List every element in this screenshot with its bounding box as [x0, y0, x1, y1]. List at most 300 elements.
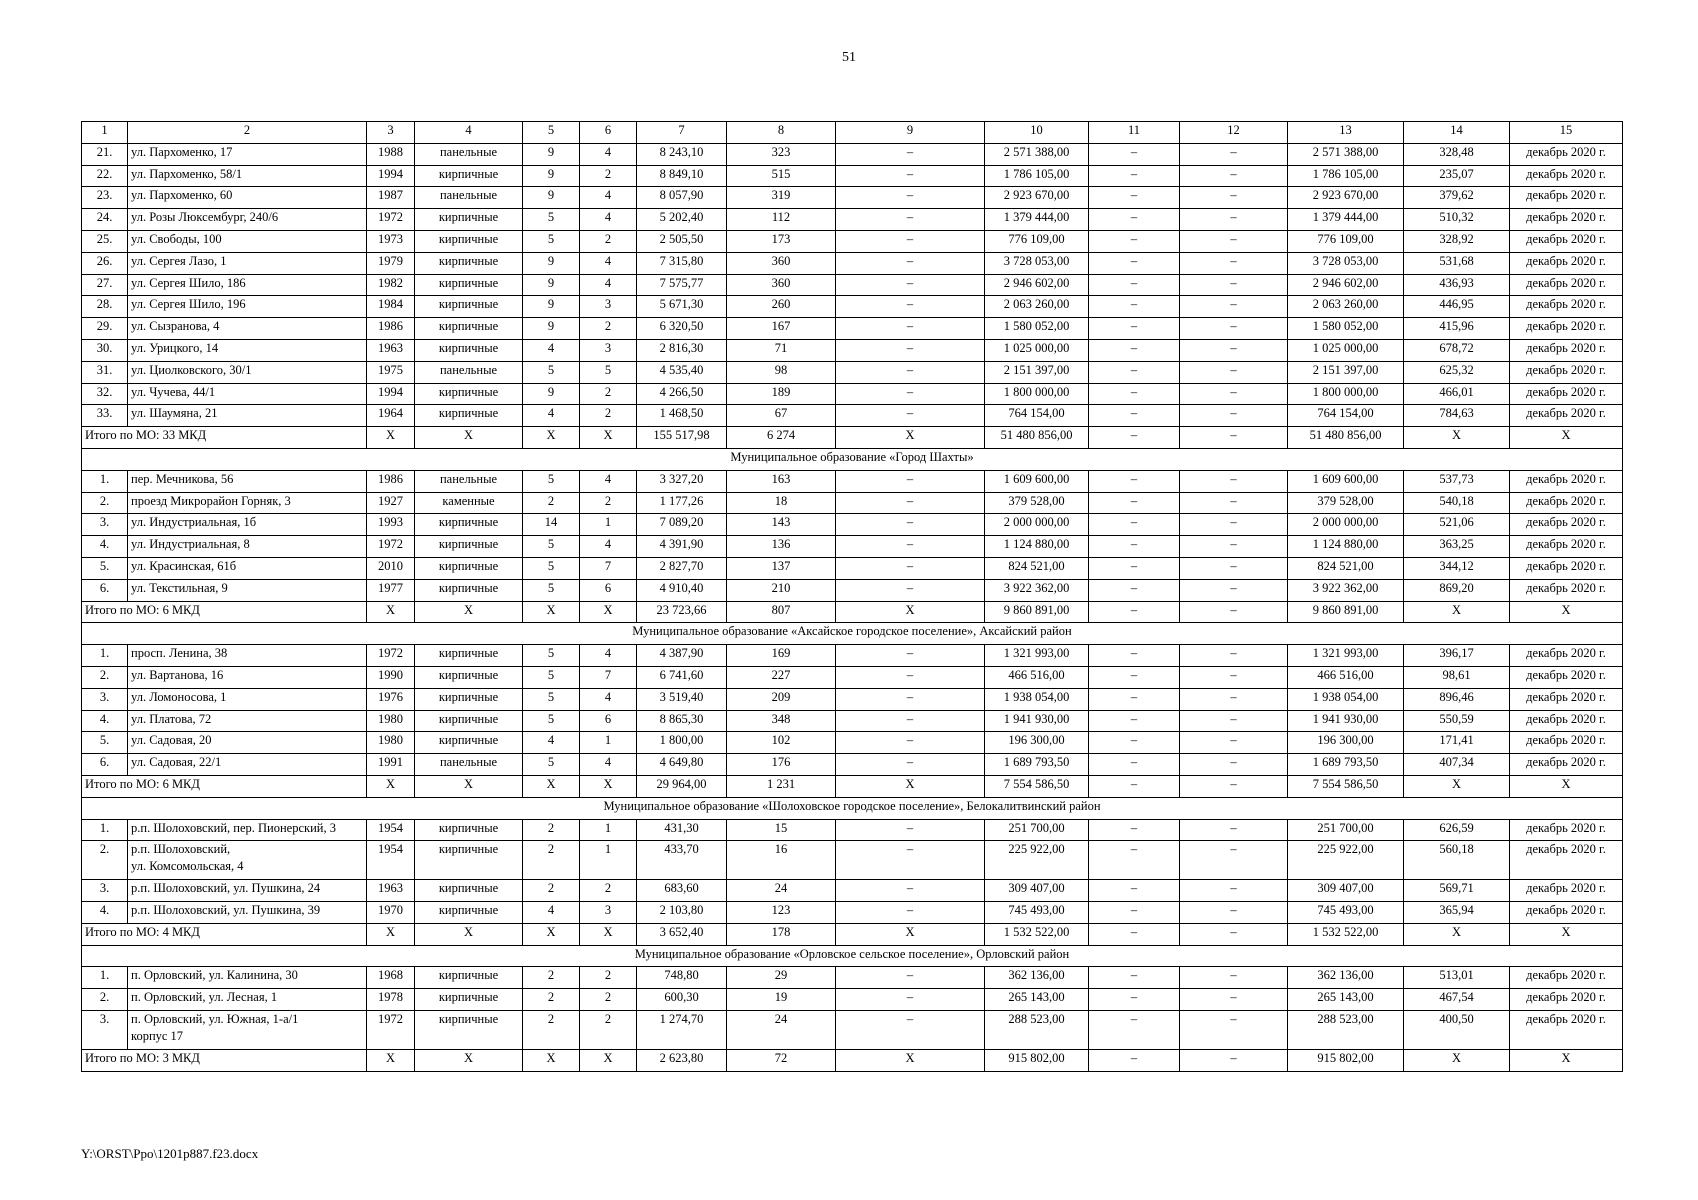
floors-cell: 4: [523, 339, 580, 361]
col11-cell: –: [1089, 880, 1180, 902]
floors-cell: 5: [523, 230, 580, 252]
total-area-cell: 4 391,90: [637, 536, 727, 558]
row-number-cell: 6.: [82, 579, 128, 601]
total-area-cell: 431,30: [637, 819, 727, 841]
deadline-cell: декабрь 2020 г.: [1510, 880, 1623, 902]
total-cost-cell: 764 154,00: [1288, 405, 1404, 427]
cost-cell: 1 938 054,00: [985, 688, 1089, 710]
cost-cell: 1 689 793,50: [985, 754, 1089, 776]
deadline-cell: декабрь 2020 г.: [1510, 296, 1623, 318]
col12-cell: –: [1180, 688, 1288, 710]
total-area-cell: 8 865,30: [637, 710, 727, 732]
residents-cell: 210: [727, 579, 836, 601]
col12-cell: –: [1180, 405, 1288, 427]
col9-cell: –: [836, 274, 985, 296]
deadline-cell: декабрь 2020 г.: [1510, 383, 1623, 405]
col9-cell: –: [836, 296, 985, 318]
total-label: Итого по МО: 33 МКД: [82, 427, 367, 449]
cost-cell: 745 493,00: [985, 902, 1089, 924]
floors-cell: 4: [523, 732, 580, 754]
cost-cell: 1 025 000,00: [985, 339, 1089, 361]
col9-cell: –: [836, 754, 985, 776]
section-title: Муниципальное образование «Город Шахты»: [82, 448, 1623, 470]
row-number-cell: 3.: [82, 1011, 128, 1050]
floors-cell: 5: [523, 710, 580, 732]
col9-cell: –: [836, 318, 985, 340]
total-area-cell: 2 816,30: [637, 339, 727, 361]
unit-cost-cell: X: [1404, 427, 1510, 449]
col9-cell: –: [836, 361, 985, 383]
floors-cell: 2: [523, 989, 580, 1011]
column-number-header: 11: [1089, 122, 1180, 144]
entrances-cell: 2: [580, 492, 637, 514]
row-number-cell: 23.: [82, 187, 128, 209]
row-number-cell: 28.: [82, 296, 128, 318]
total-area-cell: 3 519,40: [637, 688, 727, 710]
total-area-cell: 2 623,80: [637, 1050, 727, 1072]
entrances-cell: 4: [580, 187, 637, 209]
unit-cost-cell: 896,46: [1404, 688, 1510, 710]
table-row: [82, 230, 1623, 252]
col11-cell: –: [1089, 775, 1180, 797]
col9-cell: –: [836, 989, 985, 1011]
address-cell: ул. Индустриальная, 8: [128, 536, 367, 558]
entrances-cell: 2: [580, 318, 637, 340]
total-area-cell: 2 505,50: [637, 230, 727, 252]
section-row: [82, 448, 1623, 470]
floors-cell: 2: [523, 1011, 580, 1050]
year-built-cell: 1963: [367, 880, 415, 902]
row-number-cell: 1.: [82, 470, 128, 492]
column-number-header: 13: [1288, 122, 1404, 144]
year-built-cell: 1972: [367, 1011, 415, 1050]
row-number-cell: 5.: [82, 732, 128, 754]
year-built-cell: 1986: [367, 470, 415, 492]
year-built-cell: 1994: [367, 383, 415, 405]
total-area-cell: 433,70: [637, 841, 727, 880]
table-row: [82, 492, 1623, 514]
deadline-cell: декабрь 2020 г.: [1510, 187, 1623, 209]
total-area-cell: 6 741,60: [637, 666, 727, 688]
col11-cell: –: [1089, 296, 1180, 318]
unit-cost-cell: 400,50: [1404, 1011, 1510, 1050]
cost-cell: 1 532 522,00: [985, 923, 1089, 945]
year-built-cell: 1993: [367, 514, 415, 536]
deadline-cell: декабрь 2020 г.: [1510, 841, 1623, 880]
entrances-cell: 6: [580, 579, 637, 601]
unit-cost-cell: 363,25: [1404, 536, 1510, 558]
total-cost-cell: 225 922,00: [1288, 841, 1404, 880]
address-cell: ул. Пархоменко, 58/1: [128, 165, 367, 187]
cost-cell: 251 700,00: [985, 819, 1089, 841]
cost-cell: 379 528,00: [985, 492, 1089, 514]
unit-cost-cell: 396,17: [1404, 645, 1510, 667]
cost-cell: 1 941 930,00: [985, 710, 1089, 732]
column-number-header: 8: [727, 122, 836, 144]
entrances-cell: 2: [580, 383, 637, 405]
col12-cell: –: [1180, 187, 1288, 209]
wall-material-cell: каменные: [415, 492, 523, 514]
section-title: Муниципальное образование «Аксайское городское поселение», Аксайский район: [82, 623, 1623, 645]
total-area-cell: 2 827,70: [637, 557, 727, 579]
wall-material-cell: X: [415, 601, 523, 623]
section-row: [82, 623, 1623, 645]
wall-material-cell: кирпичные: [415, 819, 523, 841]
deadline-cell: декабрь 2020 г.: [1510, 470, 1623, 492]
residents-cell: 72: [727, 1050, 836, 1072]
cost-cell: 265 143,00: [985, 989, 1089, 1011]
col12-cell: –: [1180, 645, 1288, 667]
unit-cost-cell: 328,92: [1404, 230, 1510, 252]
address-cell: [128, 1011, 367, 1050]
total-cost-cell: 1 609 600,00: [1288, 470, 1404, 492]
unit-cost-cell: 98,61: [1404, 666, 1510, 688]
table-row: [82, 470, 1623, 492]
total-area-cell: 7 089,20: [637, 514, 727, 536]
total-cost-cell: 288 523,00: [1288, 1011, 1404, 1050]
year-built-cell: X: [367, 775, 415, 797]
col12-cell: –: [1180, 732, 1288, 754]
deadline-cell: декабрь 2020 г.: [1510, 557, 1623, 579]
row-number-cell: 2.: [82, 666, 128, 688]
address-line-2: ул. Комсомольская, 4: [131, 859, 244, 874]
total-cost-cell: 1 941 930,00: [1288, 710, 1404, 732]
residents-cell: 227: [727, 666, 836, 688]
row-number-cell: 2.: [82, 841, 128, 880]
unit-cost-cell: 513,01: [1404, 967, 1510, 989]
col9-cell: –: [836, 492, 985, 514]
total-cost-cell: 466 516,00: [1288, 666, 1404, 688]
row-number-cell: 30.: [82, 339, 128, 361]
year-built-cell: 1990: [367, 666, 415, 688]
wall-material-cell: кирпичные: [415, 274, 523, 296]
row-number-cell: 21.: [82, 143, 128, 165]
floors-cell: 2: [523, 841, 580, 880]
unit-cost-cell: 436,93: [1404, 274, 1510, 296]
section-row: [82, 797, 1623, 819]
col9-cell: X: [836, 775, 985, 797]
residents-cell: 176: [727, 754, 836, 776]
table-row: [82, 252, 1623, 274]
col11-cell: –: [1089, 923, 1180, 945]
wall-material-cell: кирпичные: [415, 252, 523, 274]
floors-cell: 2: [523, 819, 580, 841]
total-row: [82, 923, 1623, 945]
col11-cell: –: [1089, 252, 1180, 274]
unit-cost-cell: 344,12: [1404, 557, 1510, 579]
row-number-cell: 31.: [82, 361, 128, 383]
row-number-cell: 3.: [82, 514, 128, 536]
residents-cell: 24: [727, 880, 836, 902]
wall-material-cell: кирпичные: [415, 296, 523, 318]
column-number-header: 10: [985, 122, 1089, 144]
col12-cell: –: [1180, 754, 1288, 776]
address-cell: р.п. Шолоховский, ул. Пушкина, 39: [128, 902, 367, 924]
unit-cost-cell: 550,59: [1404, 710, 1510, 732]
total-cost-cell: 7 554 586,50: [1288, 775, 1404, 797]
unit-cost-cell: 531,68: [1404, 252, 1510, 274]
col11-cell: –: [1089, 557, 1180, 579]
total-area-cell: 3 652,40: [637, 923, 727, 945]
col12-cell: –: [1180, 923, 1288, 945]
total-area-cell: 8 243,10: [637, 143, 727, 165]
deadline-cell: декабрь 2020 г.: [1510, 318, 1623, 340]
floors-cell: 9: [523, 187, 580, 209]
deadline-cell: X: [1510, 775, 1623, 797]
entrances-cell: 3: [580, 902, 637, 924]
total-cost-cell: 824 521,00: [1288, 557, 1404, 579]
row-number-cell: 6.: [82, 754, 128, 776]
col12-cell: –: [1180, 841, 1288, 880]
table-row: [82, 841, 1623, 880]
col9-cell: –: [836, 732, 985, 754]
table-row: [82, 1011, 1623, 1050]
wall-material-cell: кирпичные: [415, 710, 523, 732]
col9-cell: –: [836, 557, 985, 579]
entrances-cell: 2: [580, 165, 637, 187]
residents-cell: 18: [727, 492, 836, 514]
col11-cell: –: [1089, 1011, 1180, 1050]
residents-cell: 260: [727, 296, 836, 318]
cost-cell: 2 571 388,00: [985, 143, 1089, 165]
entrances-cell: 4: [580, 645, 637, 667]
year-built-cell: 1975: [367, 361, 415, 383]
deadline-cell: декабрь 2020 г.: [1510, 230, 1623, 252]
total-area-cell: 4 535,40: [637, 361, 727, 383]
total-cost-cell: 309 407,00: [1288, 880, 1404, 902]
wall-material-cell: кирпичные: [415, 841, 523, 880]
table-row: [82, 165, 1623, 187]
col9-cell: –: [836, 230, 985, 252]
total-cost-cell: 1 379 444,00: [1288, 209, 1404, 231]
col11-cell: –: [1089, 732, 1180, 754]
address-cell: п. Орловский, ул. Лесная, 1: [128, 989, 367, 1011]
table-row: [82, 688, 1623, 710]
entrances-cell: 3: [580, 296, 637, 318]
address-cell: ул. Садовая, 22/1: [128, 754, 367, 776]
address-cell: ул. Сергея Шило, 186: [128, 274, 367, 296]
col12-cell: –: [1180, 967, 1288, 989]
floors-cell: 5: [523, 209, 580, 231]
floors-cell: 9: [523, 165, 580, 187]
deadline-cell: декабрь 2020 г.: [1510, 754, 1623, 776]
total-cost-cell: 379 528,00: [1288, 492, 1404, 514]
address-cell: ул. Ломоносова, 1: [128, 688, 367, 710]
col9-cell: –: [836, 645, 985, 667]
col12-cell: –: [1180, 579, 1288, 601]
deadline-cell: декабрь 2020 г.: [1510, 710, 1623, 732]
residents-cell: 173: [727, 230, 836, 252]
wall-material-cell: X: [415, 775, 523, 797]
year-built-cell: 1980: [367, 710, 415, 732]
table-row: [82, 274, 1623, 296]
cost-cell: 3 728 053,00: [985, 252, 1089, 274]
total-cost-cell: 2 151 397,00: [1288, 361, 1404, 383]
total-label: Итого по МО: 6 МКД: [82, 601, 367, 623]
table-row: [82, 536, 1623, 558]
col11-cell: –: [1089, 666, 1180, 688]
col12-cell: –: [1180, 383, 1288, 405]
year-built-cell: 1972: [367, 536, 415, 558]
entrances-cell: 4: [580, 274, 637, 296]
residents-cell: 24: [727, 1011, 836, 1050]
total-area-cell: 29 964,00: [637, 775, 727, 797]
address-cell: [128, 841, 367, 880]
deadline-cell: X: [1510, 1050, 1623, 1072]
col11-cell: –: [1089, 187, 1180, 209]
address-cell: р.п. Шолоховский, пер. Пионерский, 3: [128, 819, 367, 841]
unit-cost-cell: 560,18: [1404, 841, 1510, 880]
unit-cost-cell: 626,59: [1404, 819, 1510, 841]
year-built-cell: 1994: [367, 165, 415, 187]
cost-cell: 2 923 670,00: [985, 187, 1089, 209]
col11-cell: –: [1089, 318, 1180, 340]
residents-cell: 163: [727, 470, 836, 492]
year-built-cell: X: [367, 1050, 415, 1072]
cost-cell: 466 516,00: [985, 666, 1089, 688]
residents-cell: 67: [727, 405, 836, 427]
deadline-cell: декабрь 2020 г.: [1510, 732, 1623, 754]
residents-cell: 136: [727, 536, 836, 558]
col11-cell: –: [1089, 645, 1180, 667]
entrances-cell: 1: [580, 732, 637, 754]
deadline-cell: декабрь 2020 г.: [1510, 819, 1623, 841]
unit-cost-cell: 784,63: [1404, 405, 1510, 427]
residents-cell: 15: [727, 819, 836, 841]
deadline-cell: X: [1510, 923, 1623, 945]
total-cost-cell: 9 860 891,00: [1288, 601, 1404, 623]
col11-cell: –: [1089, 967, 1180, 989]
cost-cell: 824 521,00: [985, 557, 1089, 579]
row-number-cell: 32.: [82, 383, 128, 405]
total-cost-cell: 2 923 670,00: [1288, 187, 1404, 209]
col11-cell: –: [1089, 339, 1180, 361]
unit-cost-cell: 466,01: [1404, 383, 1510, 405]
deadline-cell: декабрь 2020 г.: [1510, 688, 1623, 710]
total-cost-cell: 2 946 602,00: [1288, 274, 1404, 296]
total-cost-cell: 2 571 388,00: [1288, 143, 1404, 165]
entrances-cell: X: [580, 775, 637, 797]
row-number-cell: 29.: [82, 318, 128, 340]
col11-cell: –: [1089, 1050, 1180, 1072]
col11-cell: –: [1089, 601, 1180, 623]
year-built-cell: 1954: [367, 819, 415, 841]
year-built-cell: 1964: [367, 405, 415, 427]
row-number-cell: 33.: [82, 405, 128, 427]
floors-cell: 2: [523, 967, 580, 989]
col9-cell: X: [836, 601, 985, 623]
col12-cell: –: [1180, 470, 1288, 492]
wall-material-cell: кирпичные: [415, 165, 523, 187]
table-row: [82, 967, 1623, 989]
table-row: [82, 296, 1623, 318]
col11-cell: –: [1089, 710, 1180, 732]
col11-cell: –: [1089, 405, 1180, 427]
col11-cell: –: [1089, 143, 1180, 165]
total-label: Итого по МО: 6 МКД: [82, 775, 367, 797]
section-title: Муниципальное образование «Орловское сельское поселение», Орловский район: [82, 945, 1623, 967]
residents-cell: 178: [727, 923, 836, 945]
residents-cell: 319: [727, 187, 836, 209]
entrances-cell: 4: [580, 252, 637, 274]
row-number-cell: 4.: [82, 902, 128, 924]
unit-cost-cell: 521,06: [1404, 514, 1510, 536]
floors-cell: 5: [523, 557, 580, 579]
residents-cell: 98: [727, 361, 836, 383]
entrances-cell: X: [580, 601, 637, 623]
col12-cell: –: [1180, 296, 1288, 318]
deadline-cell: декабрь 2020 г.: [1510, 645, 1623, 667]
total-cost-cell: 3 728 053,00: [1288, 252, 1404, 274]
col9-cell: –: [836, 666, 985, 688]
total-area-cell: 1 800,00: [637, 732, 727, 754]
row-number-cell: 1.: [82, 645, 128, 667]
deadline-cell: декабрь 2020 г.: [1510, 165, 1623, 187]
col11-cell: –: [1089, 819, 1180, 841]
repair-program-table: [81, 121, 1623, 1072]
deadline-cell: декабрь 2020 г.: [1510, 361, 1623, 383]
floors-cell: 9: [523, 318, 580, 340]
row-number-cell: 4.: [82, 710, 128, 732]
cost-cell: 1 580 052,00: [985, 318, 1089, 340]
table-row: [82, 318, 1623, 340]
table-row: [82, 579, 1623, 601]
entrances-cell: 1: [580, 514, 637, 536]
deadline-cell: декабрь 2020 г.: [1510, 579, 1623, 601]
col12-cell: –: [1180, 557, 1288, 579]
year-built-cell: 1982: [367, 274, 415, 296]
entrances-cell: X: [580, 427, 637, 449]
address-cell: ул. Вартанова, 16: [128, 666, 367, 688]
wall-material-cell: X: [415, 923, 523, 945]
address-cell: ул. Урицкого, 14: [128, 339, 367, 361]
floors-cell: 9: [523, 383, 580, 405]
col11-cell: –: [1089, 274, 1180, 296]
cost-cell: 2 000 000,00: [985, 514, 1089, 536]
residents-cell: 169: [727, 645, 836, 667]
total-cost-cell: 915 802,00: [1288, 1050, 1404, 1072]
unit-cost-cell: 415,96: [1404, 318, 1510, 340]
row-number-cell: 24.: [82, 209, 128, 231]
column-number-header: 1: [82, 122, 128, 144]
unit-cost-cell: X: [1404, 923, 1510, 945]
unit-cost-cell: X: [1404, 1050, 1510, 1072]
deadline-cell: декабрь 2020 г.: [1510, 666, 1623, 688]
wall-material-cell: кирпичные: [415, 1011, 523, 1050]
cost-cell: 1 609 600,00: [985, 470, 1089, 492]
year-built-cell: 1991: [367, 754, 415, 776]
unit-cost-cell: 446,95: [1404, 296, 1510, 318]
row-number-cell: 4.: [82, 536, 128, 558]
column-number-header: 5: [523, 122, 580, 144]
total-area-cell: 1 177,26: [637, 492, 727, 514]
total-area-cell: 2 103,80: [637, 902, 727, 924]
residents-cell: 137: [727, 557, 836, 579]
cost-cell: 309 407,00: [985, 880, 1089, 902]
wall-material-cell: X: [415, 1050, 523, 1072]
year-built-cell: 1968: [367, 967, 415, 989]
table-row: [82, 880, 1623, 902]
col11-cell: –: [1089, 383, 1180, 405]
address-cell: ул. Сызранова, 4: [128, 318, 367, 340]
col12-cell: –: [1180, 880, 1288, 902]
col12-cell: –: [1180, 601, 1288, 623]
residents-cell: 167: [727, 318, 836, 340]
cost-cell: 7 554 586,50: [985, 775, 1089, 797]
residents-cell: 807: [727, 601, 836, 623]
wall-material-cell: кирпичные: [415, 666, 523, 688]
address-cell: ул. Пархоменко, 17: [128, 143, 367, 165]
